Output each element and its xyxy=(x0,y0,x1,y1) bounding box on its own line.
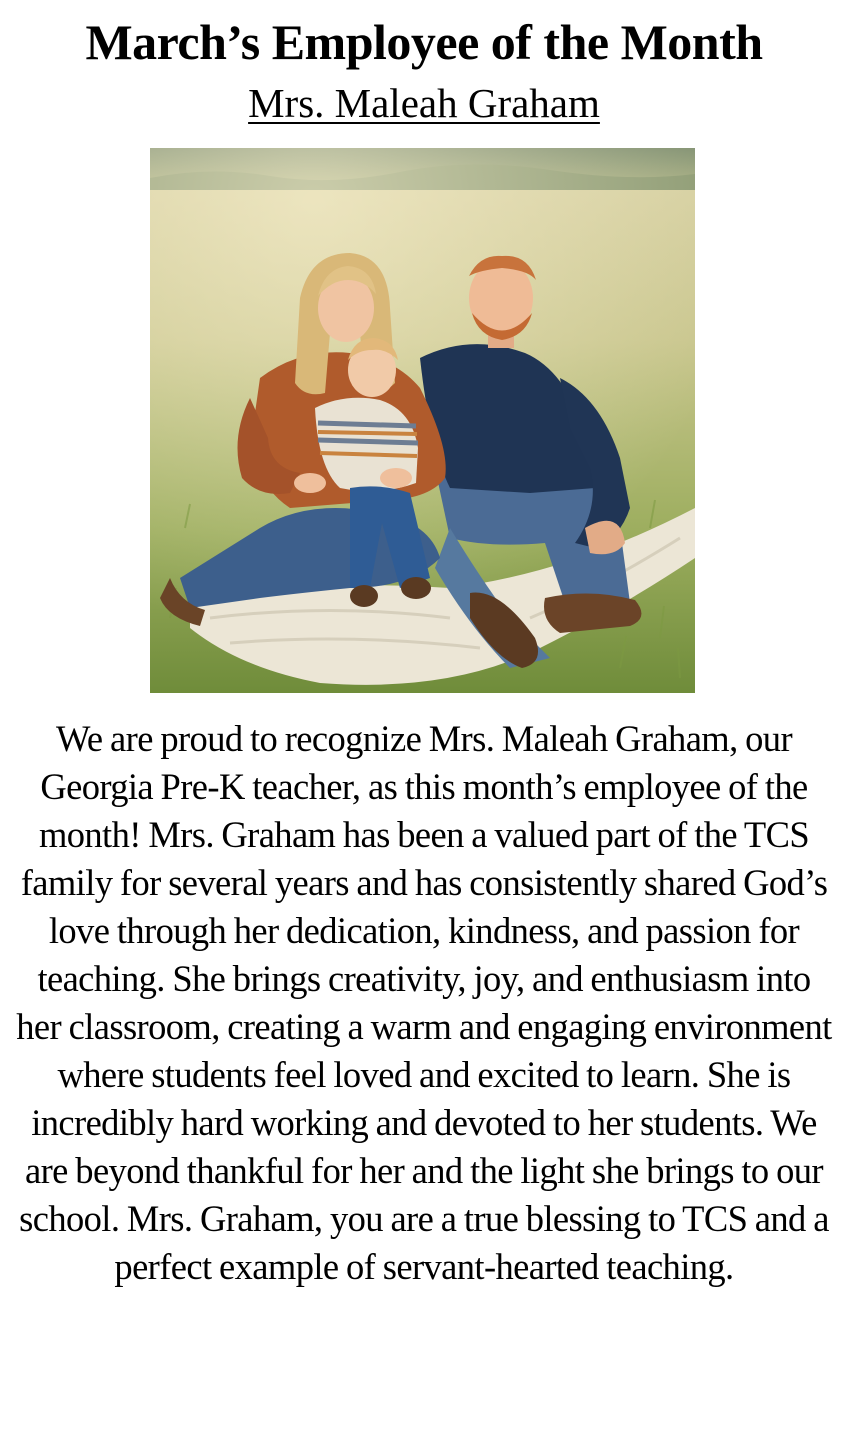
family-photo xyxy=(150,148,695,693)
recognition-paragraph: We are proud to recognize Mrs. Maleah Graham, our Georgia Pre-K teacher, as this month’s employee of the month! Mrs. Graham has been a valued part of the TCS family for several years and has consistently shared God’s love through her dedication, kindness, and passion for teaching. She brings creativity, joy, and enthusiasm into her classroom, creating a warm and engaging environment where students feel loved and excited to learn. She is incredibly hard working and devoted to her students. We are beyond thankful for her and the light she brings to our school. Mrs. Graham, you are a true blessing to TCS and a perfect example of servant-hearted teaching. xyxy=(16,718,832,1287)
honoree-name xyxy=(0,78,848,128)
page-title: March’s Employee of the Month xyxy=(85,14,763,70)
honoree-name-text: Mrs. Maleah Graham xyxy=(248,80,600,126)
